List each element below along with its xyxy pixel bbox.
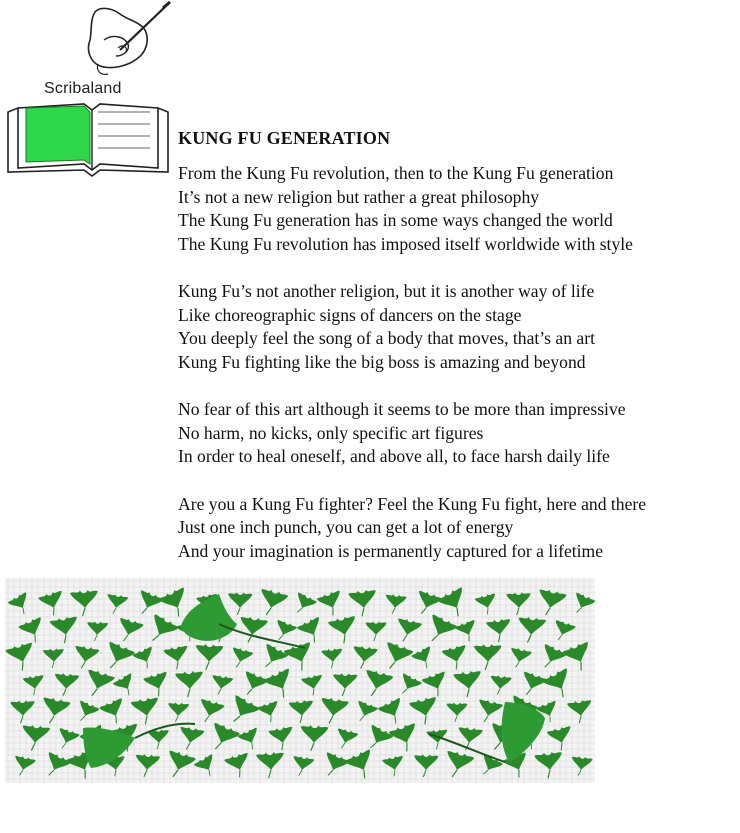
logo-text: Scribaland	[44, 80, 122, 97]
poem-line: And your imagination is permanently captured for a lifetime	[178, 540, 604, 561]
poem-line: No harm, no kicks, only specific art figures	[178, 422, 484, 443]
poem-line: The Kung Fu revolution has imposed itself worldwide with style	[178, 233, 633, 254]
poem-line: In order to heal oneself, and above all, to face harsh daily life	[178, 446, 610, 466]
poem-line: Kung Fu fighting like the big boss is amazing and beyond	[178, 351, 586, 372]
poem-body	[178, 162, 738, 587]
poem-line: No fear of this art although it seems to be more than impressive	[178, 399, 626, 419]
poem-line: The Kung Fu generation has in some ways changed the world	[178, 210, 613, 230]
poem-line: Like choreographic signs of dancers on the stage	[178, 304, 522, 325]
poem-line: Kung Fu’s not another religion, but it is another way of life	[178, 281, 595, 301]
poem-line: From the Kung Fu revolution, then to the Kung Fu generation	[178, 163, 614, 183]
stanza	[178, 162, 738, 256]
poem-line: Are you a Kung Fu fighter? Feel the Kung Fu fight, here and there	[178, 493, 647, 514]
stanza	[178, 493, 738, 564]
poem-title: KUNG FU GENERATION	[178, 128, 391, 148]
poem-line: Just one inch punch, you can get a lot of energy	[178, 517, 514, 537]
scribaland-logo	[0, 0, 175, 180]
poem-line: It’s not a new religion but rather a great philosophy	[178, 186, 540, 207]
poem-line: You deeply feel the song of a body that moves, that’s an art	[178, 328, 595, 348]
stanza	[178, 398, 738, 469]
ginkgo-leaf-banner	[5, 578, 595, 833]
stanza	[178, 280, 738, 374]
